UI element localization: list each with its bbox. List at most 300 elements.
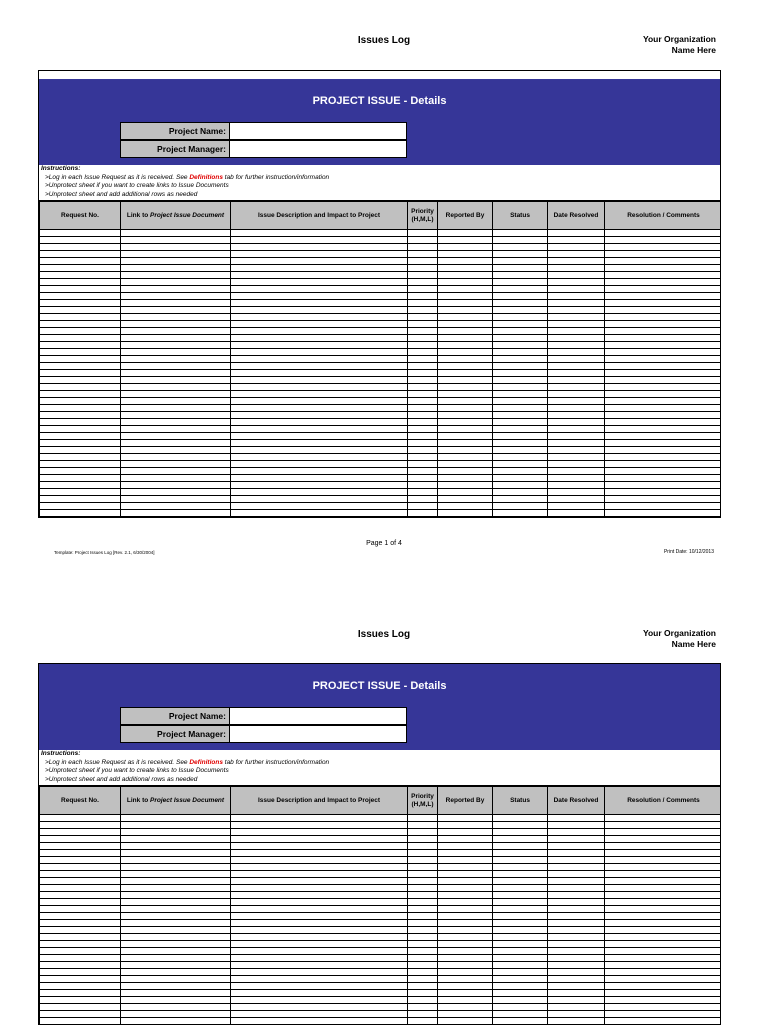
table-cell[interactable] — [438, 468, 493, 475]
table-cell[interactable] — [121, 405, 231, 412]
table-cell[interactable] — [605, 990, 722, 997]
table-cell[interactable] — [40, 815, 121, 822]
table-cell[interactable] — [231, 997, 408, 1004]
table-cell[interactable] — [231, 941, 408, 948]
table-cell[interactable] — [605, 412, 722, 419]
table-cell[interactable] — [493, 286, 548, 293]
table-cell[interactable] — [121, 440, 231, 447]
table-cell[interactable] — [438, 962, 493, 969]
table-cell[interactable] — [121, 286, 231, 293]
table-cell[interactable] — [40, 328, 121, 335]
table-cell[interactable] — [493, 363, 548, 370]
table-cell[interactable] — [548, 836, 605, 843]
table-cell[interactable] — [231, 433, 408, 440]
table-cell[interactable] — [438, 335, 493, 342]
table-cell[interactable] — [408, 370, 438, 377]
table-cell[interactable] — [121, 899, 231, 906]
table-cell[interactable] — [231, 440, 408, 447]
table-cell[interactable] — [40, 468, 121, 475]
table-cell[interactable] — [438, 941, 493, 948]
table-cell[interactable] — [40, 440, 121, 447]
table-cell[interactable] — [548, 468, 605, 475]
table-cell[interactable] — [438, 871, 493, 878]
table-cell[interactable] — [438, 496, 493, 503]
table-cell[interactable] — [438, 864, 493, 871]
table-cell[interactable] — [548, 230, 605, 237]
table-cell[interactable] — [605, 440, 722, 447]
table-cell[interactable] — [493, 871, 548, 878]
table-cell[interactable] — [493, 335, 548, 342]
table-cell[interactable] — [605, 941, 722, 948]
table-cell[interactable] — [493, 815, 548, 822]
table-cell[interactable] — [548, 475, 605, 482]
table-cell[interactable] — [548, 1004, 605, 1011]
table-cell[interactable] — [408, 997, 438, 1004]
table-cell[interactable] — [231, 934, 408, 941]
table-cell[interactable] — [408, 384, 438, 391]
table-cell[interactable] — [548, 885, 605, 892]
table-cell[interactable] — [605, 489, 722, 496]
table-cell[interactable] — [408, 447, 438, 454]
table-cell[interactable] — [438, 412, 493, 419]
table-cell[interactable] — [231, 328, 408, 335]
table-cell[interactable] — [605, 272, 722, 279]
table-cell[interactable] — [438, 885, 493, 892]
table-cell[interactable] — [231, 955, 408, 962]
table-cell[interactable] — [121, 307, 231, 314]
table-cell[interactable] — [121, 293, 231, 300]
table-cell[interactable] — [438, 307, 493, 314]
table-cell[interactable] — [121, 864, 231, 871]
table-cell[interactable] — [40, 892, 121, 899]
table-cell[interactable] — [548, 447, 605, 454]
table-cell[interactable] — [493, 955, 548, 962]
table-cell[interactable] — [605, 356, 722, 363]
table-cell[interactable] — [493, 864, 548, 871]
table-cell[interactable] — [493, 1011, 548, 1018]
table-cell[interactable] — [493, 356, 548, 363]
table-cell[interactable] — [438, 829, 493, 836]
table-cell[interactable] — [493, 892, 548, 899]
table-cell[interactable] — [548, 426, 605, 433]
table-cell[interactable] — [408, 314, 438, 321]
table-cell[interactable] — [605, 815, 722, 822]
table-cell[interactable] — [121, 871, 231, 878]
table-cell[interactable] — [408, 300, 438, 307]
table-cell[interactable] — [548, 955, 605, 962]
table-cell[interactable] — [605, 293, 722, 300]
table-cell[interactable] — [605, 1011, 722, 1018]
table-cell[interactable] — [231, 1018, 408, 1025]
table-cell[interactable] — [605, 871, 722, 878]
table-cell[interactable] — [408, 955, 438, 962]
table-cell[interactable] — [121, 321, 231, 328]
table-cell[interactable] — [231, 475, 408, 482]
table-cell[interactable] — [121, 412, 231, 419]
table-cell[interactable] — [231, 237, 408, 244]
table-cell[interactable] — [231, 1004, 408, 1011]
table-cell[interactable] — [231, 426, 408, 433]
table-cell[interactable] — [548, 496, 605, 503]
table-cell[interactable] — [605, 829, 722, 836]
table-cell[interactable] — [548, 321, 605, 328]
table-cell[interactable] — [548, 822, 605, 829]
table-cell[interactable] — [408, 468, 438, 475]
table-cell[interactable] — [408, 990, 438, 997]
table-cell[interactable] — [231, 871, 408, 878]
table-cell[interactable] — [121, 815, 231, 822]
table-cell[interactable] — [438, 258, 493, 265]
table-cell[interactable] — [548, 349, 605, 356]
table-cell[interactable] — [231, 1011, 408, 1018]
table-cell[interactable] — [40, 272, 121, 279]
table-cell[interactable] — [231, 454, 408, 461]
table-cell[interactable] — [231, 244, 408, 251]
table-cell[interactable] — [40, 258, 121, 265]
table-cell[interactable] — [231, 815, 408, 822]
table-cell[interactable] — [493, 976, 548, 983]
table-cell[interactable] — [438, 377, 493, 384]
table-cell[interactable] — [121, 349, 231, 356]
table-cell[interactable] — [493, 489, 548, 496]
table-cell[interactable] — [231, 447, 408, 454]
table-cell[interactable] — [493, 447, 548, 454]
table-cell[interactable] — [548, 384, 605, 391]
table-cell[interactable] — [408, 822, 438, 829]
table-cell[interactable] — [493, 440, 548, 447]
table-cell[interactable] — [231, 510, 408, 517]
table-cell[interactable] — [40, 293, 121, 300]
table-cell[interactable] — [231, 335, 408, 342]
table-cell[interactable] — [408, 412, 438, 419]
table-cell[interactable] — [548, 328, 605, 335]
table-cell[interactable] — [121, 328, 231, 335]
table-cell[interactable] — [408, 489, 438, 496]
table-cell[interactable] — [605, 328, 722, 335]
table-cell[interactable] — [231, 496, 408, 503]
table-cell[interactable] — [231, 920, 408, 927]
table-cell[interactable] — [40, 363, 121, 370]
table-cell[interactable] — [231, 293, 408, 300]
table-cell[interactable] — [231, 314, 408, 321]
table-cell[interactable] — [493, 990, 548, 997]
table-cell[interactable] — [40, 885, 121, 892]
table-cell[interactable] — [438, 265, 493, 272]
table-cell[interactable] — [121, 934, 231, 941]
table-cell[interactable] — [605, 850, 722, 857]
table-cell[interactable] — [438, 955, 493, 962]
table-cell[interactable] — [438, 314, 493, 321]
table-cell[interactable] — [493, 328, 548, 335]
table-cell[interactable] — [493, 237, 548, 244]
table-cell[interactable] — [40, 920, 121, 927]
table-cell[interactable] — [40, 1018, 121, 1025]
table-cell[interactable] — [493, 822, 548, 829]
table-cell[interactable] — [40, 237, 121, 244]
table-cell[interactable] — [493, 391, 548, 398]
table-cell[interactable] — [121, 983, 231, 990]
table-cell[interactable] — [493, 948, 548, 955]
table-cell[interactable] — [408, 230, 438, 237]
table-cell[interactable] — [121, 962, 231, 969]
table-cell[interactable] — [438, 1018, 493, 1025]
table-cell[interactable] — [548, 941, 605, 948]
table-cell[interactable] — [121, 836, 231, 843]
table-cell[interactable] — [548, 871, 605, 878]
table-cell[interactable] — [438, 279, 493, 286]
table-cell[interactable] — [438, 503, 493, 510]
table-cell[interactable] — [438, 391, 493, 398]
table-cell[interactable] — [121, 503, 231, 510]
table-cell[interactable] — [605, 496, 722, 503]
table-cell[interactable] — [493, 405, 548, 412]
table-cell[interactable] — [605, 391, 722, 398]
table-cell[interactable] — [408, 398, 438, 405]
table-cell[interactable] — [40, 941, 121, 948]
table-cell[interactable] — [40, 983, 121, 990]
table-cell[interactable] — [438, 836, 493, 843]
table-cell[interactable] — [121, 1004, 231, 1011]
table-cell[interactable] — [121, 335, 231, 342]
table-cell[interactable] — [40, 496, 121, 503]
table-cell[interactable] — [548, 843, 605, 850]
table-cell[interactable] — [438, 913, 493, 920]
table-cell[interactable] — [493, 258, 548, 265]
table-cell[interactable] — [493, 251, 548, 258]
table-cell[interactable] — [438, 899, 493, 906]
table-cell[interactable] — [493, 293, 548, 300]
table-cell[interactable] — [121, 843, 231, 850]
table-cell[interactable] — [40, 822, 121, 829]
table-cell[interactable] — [40, 356, 121, 363]
table-cell[interactable] — [121, 419, 231, 426]
table-cell[interactable] — [40, 871, 121, 878]
table-cell[interactable] — [605, 920, 722, 927]
table-cell[interactable] — [121, 384, 231, 391]
table-cell[interactable] — [40, 300, 121, 307]
table-cell[interactable] — [121, 878, 231, 885]
table-cell[interactable] — [231, 419, 408, 426]
table-cell[interactable] — [548, 300, 605, 307]
table-cell[interactable] — [408, 503, 438, 510]
table-cell[interactable] — [408, 948, 438, 955]
table-cell[interactable] — [548, 356, 605, 363]
table-cell[interactable] — [408, 829, 438, 836]
table-cell[interactable] — [40, 461, 121, 468]
table-cell[interactable] — [121, 272, 231, 279]
table-cell[interactable] — [548, 272, 605, 279]
table-cell[interactable] — [121, 244, 231, 251]
table-cell[interactable] — [408, 836, 438, 843]
table-cell[interactable] — [605, 419, 722, 426]
table-cell[interactable] — [438, 230, 493, 237]
table-cell[interactable] — [40, 426, 121, 433]
table-cell[interactable] — [121, 941, 231, 948]
table-cell[interactable] — [548, 251, 605, 258]
table-cell[interactable] — [438, 475, 493, 482]
table-cell[interactable] — [408, 850, 438, 857]
table-cell[interactable] — [548, 1018, 605, 1025]
table-cell[interactable] — [438, 244, 493, 251]
table-cell[interactable] — [408, 927, 438, 934]
table-cell[interactable] — [605, 454, 722, 461]
table-cell[interactable] — [231, 913, 408, 920]
project-manager-field[interactable] — [230, 725, 407, 743]
table-cell[interactable] — [231, 850, 408, 857]
table-cell[interactable] — [548, 265, 605, 272]
table-cell[interactable] — [231, 391, 408, 398]
table-cell[interactable] — [548, 927, 605, 934]
table-cell[interactable] — [493, 279, 548, 286]
table-cell[interactable] — [605, 279, 722, 286]
table-cell[interactable] — [408, 356, 438, 363]
table-cell[interactable] — [40, 412, 121, 419]
table-cell[interactable] — [408, 976, 438, 983]
table-cell[interactable] — [231, 948, 408, 955]
table-cell[interactable] — [438, 370, 493, 377]
table-cell[interactable] — [548, 342, 605, 349]
table-cell[interactable] — [40, 906, 121, 913]
table-cell[interactable] — [121, 857, 231, 864]
table-cell[interactable] — [493, 857, 548, 864]
table-cell[interactable] — [408, 251, 438, 258]
table-cell[interactable] — [121, 885, 231, 892]
table-cell[interactable] — [408, 293, 438, 300]
table-cell[interactable] — [408, 482, 438, 489]
table-cell[interactable] — [493, 829, 548, 836]
table-cell[interactable] — [493, 244, 548, 251]
table-cell[interactable] — [493, 426, 548, 433]
table-cell[interactable] — [548, 405, 605, 412]
table-cell[interactable] — [121, 447, 231, 454]
table-cell[interactable] — [438, 251, 493, 258]
table-cell[interactable] — [408, 920, 438, 927]
table-cell[interactable] — [408, 454, 438, 461]
table-cell[interactable] — [40, 433, 121, 440]
table-cell[interactable] — [231, 892, 408, 899]
table-cell[interactable] — [40, 398, 121, 405]
table-cell[interactable] — [40, 489, 121, 496]
table-cell[interactable] — [548, 398, 605, 405]
table-cell[interactable] — [408, 1018, 438, 1025]
table-cell[interactable] — [605, 836, 722, 843]
table-cell[interactable] — [231, 461, 408, 468]
table-cell[interactable] — [408, 899, 438, 906]
table-cell[interactable] — [40, 279, 121, 286]
table-cell[interactable] — [438, 328, 493, 335]
table-cell[interactable] — [408, 1011, 438, 1018]
table-cell[interactable] — [121, 426, 231, 433]
table-cell[interactable] — [408, 391, 438, 398]
table-cell[interactable] — [438, 906, 493, 913]
table-cell[interactable] — [408, 864, 438, 871]
table-cell[interactable] — [408, 433, 438, 440]
table-cell[interactable] — [40, 314, 121, 321]
table-cell[interactable] — [408, 342, 438, 349]
table-cell[interactable] — [40, 850, 121, 857]
table-cell[interactable] — [605, 377, 722, 384]
table-cell[interactable] — [121, 997, 231, 1004]
table-cell[interactable] — [548, 962, 605, 969]
table-cell[interactable] — [40, 475, 121, 482]
table-cell[interactable] — [438, 237, 493, 244]
table-cell[interactable] — [438, 850, 493, 857]
table-cell[interactable] — [408, 377, 438, 384]
table-cell[interactable] — [121, 850, 231, 857]
table-cell[interactable] — [40, 934, 121, 941]
table-cell[interactable] — [231, 258, 408, 265]
table-cell[interactable] — [493, 321, 548, 328]
table-cell[interactable] — [408, 962, 438, 969]
table-cell[interactable] — [231, 927, 408, 934]
table-cell[interactable] — [605, 244, 722, 251]
table-cell[interactable] — [231, 370, 408, 377]
project-name-field[interactable] — [230, 707, 407, 725]
table-cell[interactable] — [548, 244, 605, 251]
table-cell[interactable] — [438, 934, 493, 941]
table-cell[interactable] — [493, 349, 548, 356]
table-cell[interactable] — [605, 265, 722, 272]
table-cell[interactable] — [40, 829, 121, 836]
table-cell[interactable] — [548, 997, 605, 1004]
table-cell[interactable] — [438, 293, 493, 300]
table-cell[interactable] — [493, 314, 548, 321]
table-cell[interactable] — [231, 349, 408, 356]
table-cell[interactable] — [548, 363, 605, 370]
table-cell[interactable] — [121, 391, 231, 398]
table-cell[interactable] — [408, 363, 438, 370]
table-cell[interactable] — [605, 405, 722, 412]
table-cell[interactable] — [438, 426, 493, 433]
table-cell[interactable] — [548, 258, 605, 265]
table-cell[interactable] — [408, 475, 438, 482]
table-cell[interactable] — [605, 976, 722, 983]
table-cell[interactable] — [40, 976, 121, 983]
table-cell[interactable] — [438, 843, 493, 850]
table-cell[interactable] — [231, 307, 408, 314]
table-cell[interactable] — [438, 349, 493, 356]
table-cell[interactable] — [438, 822, 493, 829]
table-cell[interactable] — [408, 440, 438, 447]
table-cell[interactable] — [40, 857, 121, 864]
table-cell[interactable] — [121, 363, 231, 370]
table-cell[interactable] — [548, 335, 605, 342]
table-cell[interactable] — [40, 864, 121, 871]
table-cell[interactable] — [438, 510, 493, 517]
table-cell[interactable] — [605, 230, 722, 237]
table-cell[interactable] — [121, 829, 231, 836]
table-cell[interactable] — [438, 815, 493, 822]
table-cell[interactable] — [40, 419, 121, 426]
table-cell[interactable] — [121, 1011, 231, 1018]
table-cell[interactable] — [121, 398, 231, 405]
table-cell[interactable] — [121, 454, 231, 461]
table-cell[interactable] — [605, 335, 722, 342]
table-cell[interactable] — [493, 468, 548, 475]
table-cell[interactable] — [493, 850, 548, 857]
table-cell[interactable] — [548, 286, 605, 293]
table-cell[interactable] — [231, 976, 408, 983]
table-cell[interactable] — [548, 913, 605, 920]
table-cell[interactable] — [231, 265, 408, 272]
table-cell[interactable] — [493, 1004, 548, 1011]
table-cell[interactable] — [408, 258, 438, 265]
table-cell[interactable] — [605, 864, 722, 871]
table-cell[interactable] — [548, 510, 605, 517]
table-cell[interactable] — [408, 279, 438, 286]
table-cell[interactable] — [408, 871, 438, 878]
table-cell[interactable] — [438, 1004, 493, 1011]
